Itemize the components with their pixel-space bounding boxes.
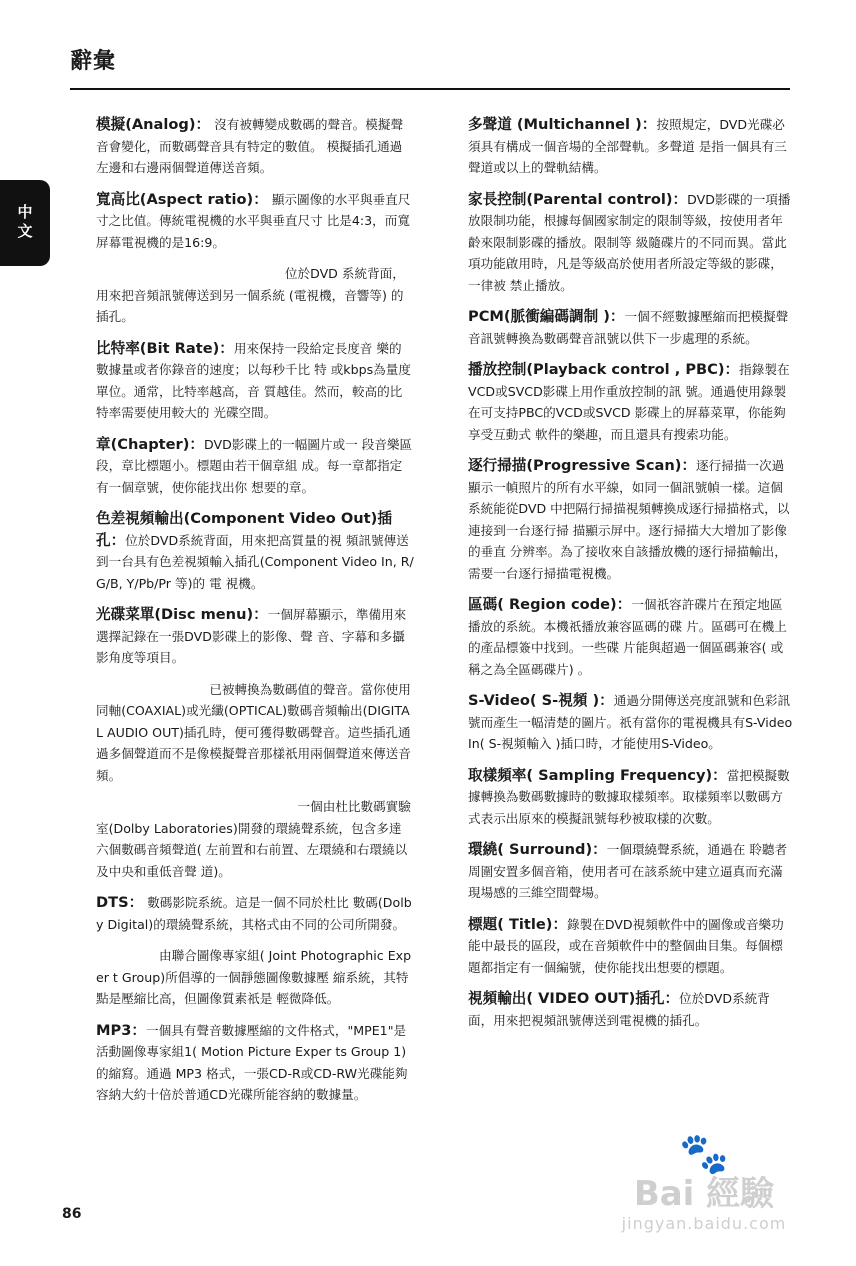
glossary-entry — [96, 945, 414, 1010]
glossary-definition: 沒有被轉變成數碼的聲音。模擬聲音會變化，而數碼聲音具有特定的數值。 模擬插孔通過左邊和右邊兩個聲道傳送音頻。 — [96, 117, 404, 175]
watermark-brand: Bai 經驗 — [633, 1174, 775, 1214]
glossary-definition: 錄製在DVD視頻軟件中的圖像或音樂功能中最長的區段，或在音頻軟件中的整個曲目集。每個標題都指定有一個編號，使你能找出想要的標題。 — [468, 916, 784, 975]
glossary-term: 模擬(Analog)： — [96, 116, 211, 133]
glossary-term: 播放控制(Playback control , PBC)： — [468, 361, 740, 378]
glossary-entry — [468, 114, 794, 179]
glossary-entry — [96, 189, 414, 254]
glossary-term: 章(Chapter)： — [96, 435, 204, 453]
title-divider — [70, 88, 790, 90]
glossary-entry — [468, 988, 794, 1031]
glossary-definition: DVD影碟上的一幅圖片或一 段音樂區段，章比標題小。標題由若干個章組 成。每一章都指定有一個章號，使你能找出你 想要的章。 — [96, 436, 413, 495]
glossary-term: PCM(脈衝編碼調制 )： — [468, 308, 625, 325]
glossary-term: 家長控制(Parental control)： — [468, 190, 688, 208]
glossary-definition: 一個屏幕顯示，準備用來選擇記錄在一張DVD影碟上的影像、聲 音、字幕和多攝影角度等項目。 — [96, 607, 407, 665]
watermark-url: jingyan.baidu.com — [621, 1214, 787, 1233]
glossary-definition: 一個不經數據壓縮而把模擬聲音訊號轉換為數碼聲音訊號以供下一步處理的系統。 — [468, 309, 789, 346]
glossary-term: MP3： — [96, 1021, 146, 1039]
glossary-definition: 已被轉換為數碼值的聲音。當你使用同軸(COAXIAL)或光纖(OPTICAL)數碼音頻輸出(DIGITAL AUDIO OUT)插孔時，便可獲得數碼聲音。這些插孔通過多個聲道而不是像模擬聲音那樣祇用兩個聲道來傳送音頻。 — [96, 681, 411, 783]
glossary-definition: 一個具有聲音數據壓縮的文件格式，"MPE1"是活動圖像專家組1( Motion Picture Exper ts Group 1)的縮寫。通過 MP3 格式，一張CD-R或CD-RW光碟能夠容納大約十倍於普通CD光碟所能容納的數據量。 — [96, 1022, 408, 1102]
glossary-left-column — [96, 114, 414, 1116]
glossary-entry — [468, 765, 794, 830]
glossary-definition: 顯示圖像的水平與垂直尺寸之比值。傳統電視機的水平與垂直尺寸 比是4:3，而寬屏幕電視機的是16:9。 — [96, 191, 411, 250]
glossary-entry — [468, 189, 794, 297]
glossary-definition: 位於DVD系統背面，用來把視頻訊號傳送到電視機的插孔。 — [468, 991, 770, 1028]
glossary-entry — [468, 455, 794, 584]
glossary-definition: 一個環繞聲系統，通過在 聆聽者周圍安置多個音箱，使用者可在該系統中建立逼真而充滿現場感的三維空間聲場。 — [468, 842, 788, 900]
glossary-entry — [96, 114, 414, 179]
glossary-entry — [96, 434, 414, 499]
glossary-entry — [96, 1020, 414, 1106]
glossary-definition: 指錄製在VCD或SVCD影碟上用作重放控制的訊 號。通過使用錄製在可支持PBC的VCD或SVCD 影碟上的屏幕菜單，你能夠享受互動式 軟件的樂趣，而且還具有搜索功能。 — [468, 362, 790, 442]
glossary-term: 寬高比(Aspect ratio)： — [96, 190, 268, 208]
language-tab-label: 中文 — [15, 204, 34, 242]
glossary-definition: 逐行掃描一次過顯示一幀照片的所有水平線，如同一個訊號幀一樣。這個系統能從DVD 中把隔行掃描視頻轉換成逐行掃描格式，以連接到一台逐行掃 描顯示屏中。逐行掃描大大增加了影像的垂直 分辨率。為了接收來自該播放機的逐行掃描輸出，需要一台逐行掃描電視機。 — [468, 458, 790, 581]
glossary-term: 視頻輸出( VIDEO OUT)插孔： — [468, 990, 680, 1007]
glossary-definition: 數碼影院系統。這是一個不同於杜比 數碼(Dolby Digital)的環繞聲系統，其格式由不同的公司所開發。 — [96, 895, 412, 932]
glossary-definition: 一個由杜比數碼實驗室(Dolby Laboratories)開發的環繞聲系統，包含多達六個數碼音頻聲道( 左前置和右前置、左環繞和右環繞以及中央和重低音聲 道)。 — [96, 799, 411, 879]
page-title: 辭彙 — [70, 49, 117, 74]
glossary-definition: 位於DVD 系統背面，用來把音頻訊號傳送到另一個系統 (電視機，音響等) 的插孔。 — [96, 266, 405, 324]
glossary-term: 區碼( Region code)： — [468, 596, 632, 613]
glossary-definition: 用來保持一段給定長度音 樂的數據量或者你錄音的速度；以每秒千比 特 或kbps為量度單位。通常，比特率越高，音 質越佳。然而，較高的比特率需要使用較大的 光碟空間。 — [96, 340, 411, 420]
glossary-term: 光碟菜單(Disc menu)： — [96, 606, 268, 623]
language-tab — [0, 180, 50, 266]
glossary-term: 比特率(Bit Rate)： — [96, 339, 234, 357]
glossary-term: S-Video( S-視頻 )： — [468, 692, 614, 709]
glossary-entry — [468, 306, 794, 349]
glossary-definition: 按照規定，DVD光碟必須具有構成一個音場的全部聲軌。多聲道 是指一個具有三聲道或以上的聲軌結構。 — [468, 117, 787, 175]
watermark-logo — [606, 1131, 802, 1254]
glossary-entry — [96, 508, 414, 594]
glossary-term: DTS： — [96, 894, 144, 911]
glossary-term: 逐行掃描(Progressive Scan)： — [468, 457, 697, 474]
glossary-term: 取樣頻率( Sampling Frequency)： — [468, 766, 727, 784]
glossary-entry — [468, 914, 794, 979]
glossary-entry — [468, 594, 794, 680]
glossary-term: 環繞( Surround)： — [468, 841, 607, 858]
glossary-entry — [96, 338, 414, 424]
glossary-entry — [468, 839, 794, 904]
glossary-entry — [96, 263, 414, 328]
glossary-right-column — [468, 114, 794, 1041]
glossary-definition: 一個祇容許碟片在預定地區播放的系統。本機祇播放兼容區碼的碟 片。區碼可在機上的產品標簽中找到。一些碟 片能與超過一個區碼兼容( 或稱之為全區碼碟片) 。 — [468, 597, 787, 677]
glossary-term: 色差視頻輸出(Component Video Out)插孔： — [96, 510, 392, 549]
glossary-entry — [96, 892, 414, 935]
glossary-entry — [468, 359, 794, 445]
glossary-entry — [96, 604, 414, 669]
glossary-definition: 位於DVD系統背面，用來把高質量的視 頻訊號傳送到一台具有色差視頻輸入插孔(Component Video In, R/G/B, Y/Pb/Pr 等)的 電 視機。 — [96, 532, 414, 591]
glossary-entry — [468, 690, 794, 755]
page-number: 86 — [62, 1206, 82, 1222]
paw-icon: 🐾 — [679, 1131, 729, 1177]
glossary-definition: 通過分開傳送亮度訊號和色彩訊號而產生一幅清楚的圖片。祇有當你的電視機具有S-Video In( S-視頻輸入 )插口時，才能使用S-Video。 — [468, 693, 793, 751]
glossary-entry — [96, 679, 414, 787]
glossary-term: 標題( Title)： — [468, 915, 568, 933]
glossary-definition: DVD影碟的一項播放限制功能，根據每個國家制定的限制等級，按使用者年齡來限制影碟的播放。限制等 級隨碟片的不同而異。當此項功能啟用時，凡是等級高於使用者所設定等級的影碟，一律被 禁止播放。 — [468, 191, 791, 293]
glossary-entry — [96, 796, 414, 882]
glossary-term: 多聲道 (Multichannel )： — [468, 116, 657, 133]
glossary-definition: 當把模擬數據轉換為數碼數據時的數據取樣頻率。取樣頻率以數碼方式表示出原來的模擬訊號每秒被取樣的次數。 — [468, 767, 790, 826]
glossary-definition: 由聯合圖像專家組( Joint Photographic Exper t Group)所倡導的一個靜態圖像數據壓 縮系統，其特點是壓縮比高，但圖像質素祇是 輕微降低。 — [96, 948, 412, 1006]
